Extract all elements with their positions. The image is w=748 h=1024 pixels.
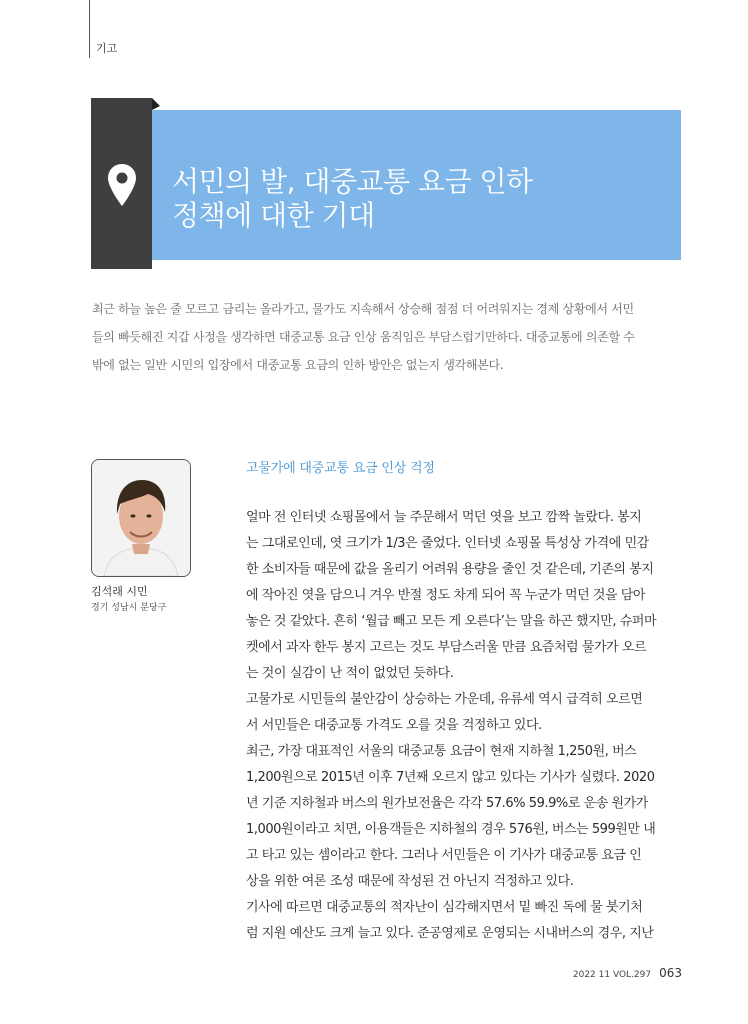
body-line: 고물가로 시민들의 불안감이 상승하는 가운데, 유류세 역시 급격히 오르면 [246,692,643,707]
article-title-line-1: 서민의 발, 대중교통 요금 인하 [172,164,533,198]
body-line: 1,000원이라고 치면, 이용객들은 지하철의 경우 576원, 버스는 599원만 내 [246,822,656,837]
title-tab-fold [152,98,160,110]
body-line: 상을 위한 여론 조성 때문에 작성된 건 아닌지 걱정하고 있다. [246,874,574,889]
section-label: 기고 [96,42,118,55]
article-title [172,165,672,233]
body-text [246,505,684,947]
section-rule [89,0,90,58]
body-line: 럼 지원 예산도 크게 늘고 있다. 준공영제로 운영되는 시내버스의 경우, 지난 [246,926,654,941]
issue-info: 2022 11 VOL.297 [572,970,652,980]
lead-line: 들의 빠듯해진 지갑 사정을 생각하면 대중교통 요금 인상 움직임은 부담스럽기만하다. 대중교통에 의존할 수 [92,330,635,344]
body-line: 놓은 것 같았다. 흔히 ‘월급 빼고 모든 게 오른다’는 말을 하곤 했지만, 슈퍼마 [246,614,657,629]
section-subheading: 고물가에 대중교통 요금 인상 걱정 [246,461,435,476]
body-line: 1,200원으로 2015년 이후 7년째 오르지 않고 있다는 기사가 실렸다. 2020 [246,770,655,785]
author-photo [91,459,191,577]
body-line: 에 작아진 엿을 담으니 겨우 반절 정도 차게 되어 꼭 누군가 먹던 것을 담아 [246,588,646,603]
body-line: 기사에 따르면 대중교통의 적자난이 심각해지면서 밑 빠진 독에 물 붓기처 [246,900,643,915]
body-line: 최근, 가장 대표적인 서울의 대중교통 요금이 현재 지하철 1,250원, 버스 [246,744,637,759]
body-line: 년 기준 지하철과 버스의 원가보전율은 각각 57.6% 59.9%로 운송 원가가 [246,796,648,811]
body-line: 는 그대로인데, 엿 크기가 1/3은 줄었다. 인터넷 쇼핑몰 특성상 가격에 민감 [246,536,649,551]
body-line: 얼마 전 인터넷 쇼핑몰에서 늘 주문해서 먹던 엿을 보고 깜짝 놀랐다. 봉지 [246,510,642,525]
body-line: 켓에서 과자 한두 봉지 고르는 것도 부담스러울 만큼 요즘처럼 물가가 오르 [246,640,647,655]
body-line: 는 것이 실감이 난 적이 없었던 듯하다. [246,666,454,681]
author-affiliation: 경기 성남시 분당구 [91,603,167,613]
body-line: 고 타고 있는 셈이라고 한다. 그러나 서민들은 이 기사가 대중교통 요금 인 [246,848,642,863]
author-portrait-icon [92,460,190,576]
author-name: 김석래 시민 [91,585,148,598]
location-pin-icon [107,163,137,207]
body-line: 한 소비자들 때문에 값을 올리기 어려워 용량을 줄인 것 같은데, 기존의 봉지 [246,562,654,577]
lead-paragraph [92,295,684,379]
article-title-line-2: 정책에 대한 기대 [172,198,375,232]
page-number: 063 [659,966,682,980]
lead-line: 밖에 없는 일반 시민의 입장에서 대중교통 요금의 인하 방안은 없는지 생각해본다. [92,358,504,372]
lead-line: 최근 하늘 높은 줄 모르고 금리는 올라가고, 물가도 지속해서 상승해 점점 더 어려워지는 경제 상황에서 서민 [92,302,634,316]
body-line: 서 서민들은 대중교통 가격도 오를 것을 걱정하고 있다. [246,718,542,733]
page-footer [573,966,682,980]
